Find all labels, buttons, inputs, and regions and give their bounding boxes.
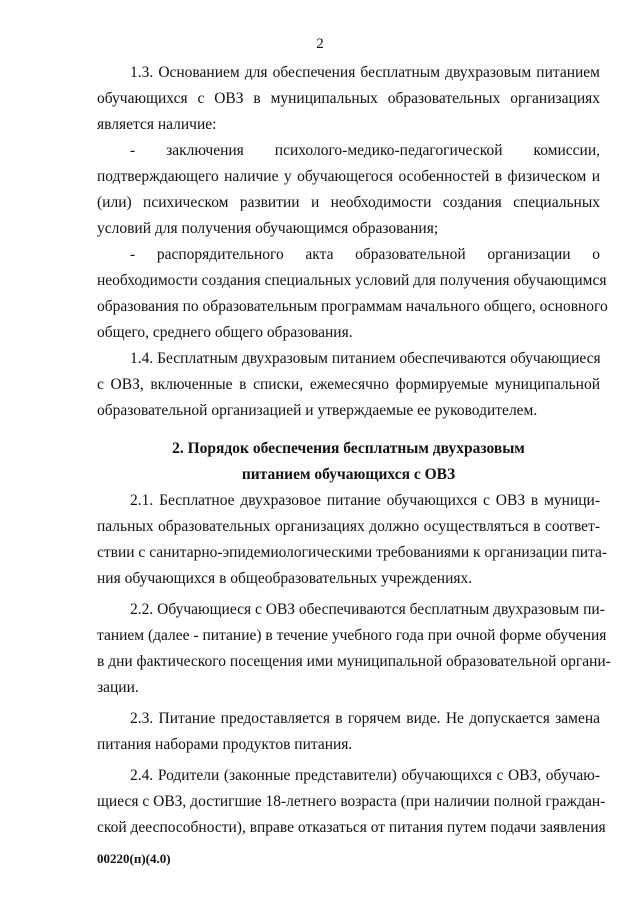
paragraph-line: общего, среднего общего образования. [97, 324, 353, 341]
paragraph-line: пальных образовательных организациях должно осуществляться в соответ- [97, 518, 600, 535]
paragraph-line: 1.4. Бесплатным двухразовым питанием обеспечиваются обучающиеся [130, 350, 601, 367]
paragraph-line: необходимости создания специальных условий для получения обучающимся [97, 272, 607, 289]
paragraph-line: - заключения психолого-медико-педагогической комиссии, [130, 142, 600, 159]
paragraph-line: 2.3. Питание предоставляется в горячем виде. Не допускается замена [130, 710, 600, 727]
document-footer-code: 00220(п)(4.0) [97, 851, 171, 866]
paragraph-line: с ОВЗ, включенные в списки, ежемесячно формируемые муниципальной [97, 376, 600, 393]
paragraph-line: условий для получения обучающимся образования; [97, 220, 439, 237]
paragraph-line: ской дееспособности), вправе отказаться от питания путем подачи заявления [97, 819, 606, 836]
paragraph-line: является наличие: [97, 116, 217, 133]
page-number: 2 [316, 36, 324, 52]
paragraph-line: (или) психическом развитии и необходимости создания специальных [97, 194, 600, 211]
paragraph-line: танием (далее - питание) в течение учебного года при очной форме обучения [97, 627, 607, 644]
section-spacer [97, 424, 600, 436]
paragraph-line: щиеся с ОВЗ, достигшие 18-летнего возраста (при наличии полной граждан- [97, 793, 606, 810]
paragraph-line: - распорядительного акта образовательной организации о [130, 246, 600, 263]
paragraph-line: 2.1. Бесплатное двухразовое питание обучающихся с ОВЗ в муници- [130, 492, 600, 509]
paragraph-line: 2.4. Родители (законные представители) обучающихся с ОВЗ, обучаю- [130, 767, 600, 784]
section-heading-line: 2. Порядок обеспечения бесплатным двухразовым [172, 440, 525, 457]
paragraph-line: подтверждающего наличие у обучающегося особенностей в физическом и [97, 168, 600, 185]
paragraph-line: зации. [97, 679, 139, 696]
document-body [97, 60, 611, 841]
paragraph-line: ствии с санитарно-эпидемиологическими требованиями к организации пита- [97, 544, 608, 561]
paragraph-line: образования по образовательным программам начального общего, основного [97, 298, 608, 315]
paragraph-line: в дни фактического посещения ими муниципальной образовательной органи- [97, 653, 611, 670]
paragraph-line: 1.3. Основанием для обеспечения бесплатным двухразовым питанием [130, 64, 600, 81]
paragraph-line: питания наборами продуктов питания. [97, 736, 353, 753]
paragraph-line: обучающихся с ОВЗ в муниципальных образовательных организациях [97, 90, 600, 107]
section-heading-line: питанием обучающихся с ОВЗ [241, 466, 456, 483]
paragraph-line: образовательной организацией и утверждаемые ее руководителем. [97, 402, 538, 419]
paragraph-line: ния обучающихся в общеобразовательных учреждениях. [97, 570, 473, 587]
paragraph-line: 2.2. Обучающиеся с ОВЗ обеспечиваются бесплатным двухразовым пи- [130, 601, 605, 618]
